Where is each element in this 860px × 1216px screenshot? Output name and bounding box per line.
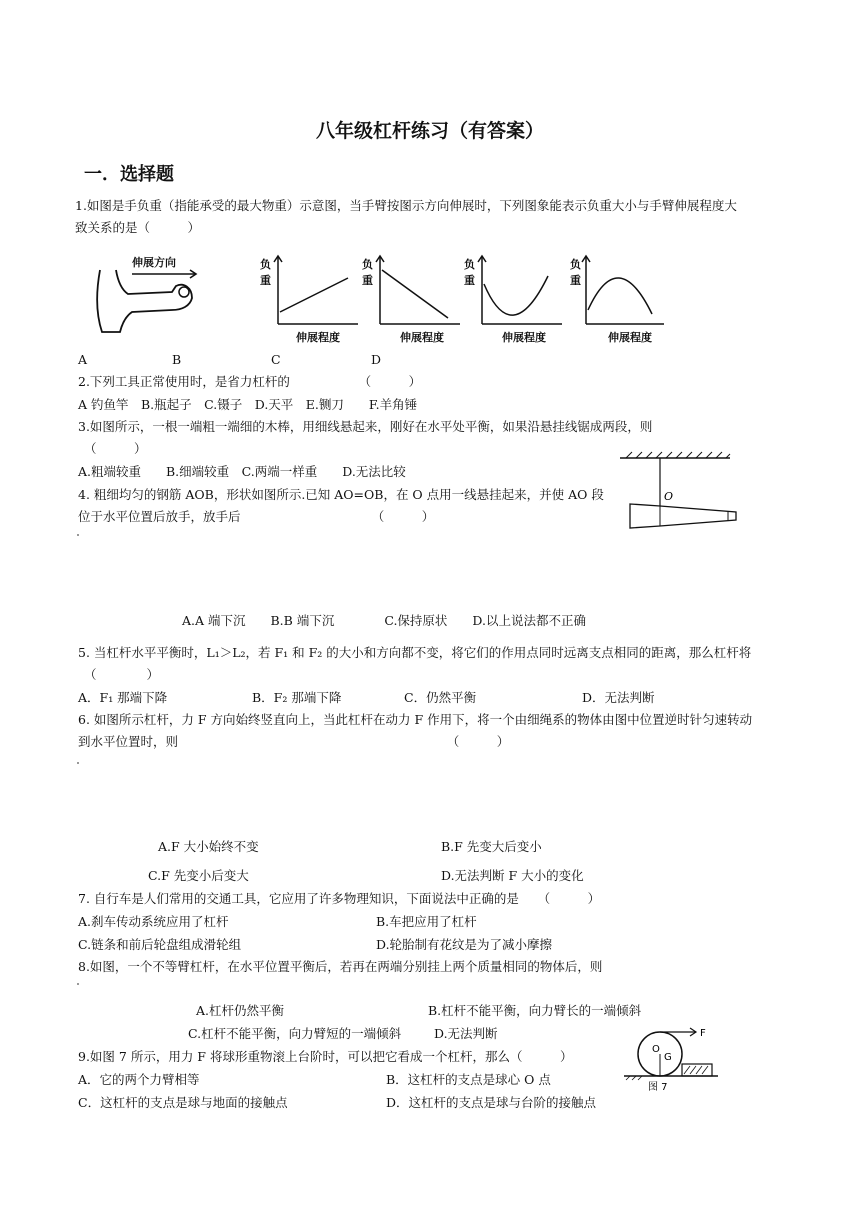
q3-stick-figure	[618, 450, 743, 535]
graph-d-ylabel-1: 负	[570, 258, 581, 271]
q1-arm-figure	[92, 252, 212, 342]
q8-figure-placeholder	[77, 983, 79, 985]
graph-b-xlabel: 伸展程度	[400, 331, 444, 344]
q5-stem-line2: （ ）	[84, 667, 160, 682]
q1-option-b: B	[172, 352, 182, 367]
q6-option-b: B.F 先变大后变小	[441, 839, 542, 854]
q1-graph-d	[564, 252, 669, 344]
q1-option-a: A	[78, 352, 88, 367]
q7-option-a: A.刹车传动系统应用了杠杆	[78, 914, 229, 929]
q1-stem-line2: 致关系的是（ ）	[75, 220, 201, 235]
q9-center-label: O	[652, 1044, 660, 1055]
q9-option-d: D．这杠杆的支点是球与台阶的接触点	[386, 1095, 597, 1110]
q1-graph-c	[462, 252, 567, 344]
graph-b-ylabel-2: 重	[362, 274, 373, 287]
q3-options: A.粗端较重 B.细端较重 C.两端一样重 D.无法比较	[78, 464, 406, 479]
q7-option-c: C.链条和前后轮盘组成滑轮组	[78, 937, 242, 952]
q6-option-c: C.F 先变小后变大	[148, 868, 249, 883]
q9-option-a: A．它的两个力臂相等	[78, 1072, 200, 1087]
q2-stem: 2.下列工具正常使用时，是省力杠杆的 （ ）	[78, 374, 422, 389]
q5-option-b: B．F₂ 那端下降	[252, 690, 342, 705]
page-title: 八年级杠杆练习（有答案）	[315, 120, 544, 142]
q1-graph-a	[258, 252, 363, 344]
q5-option-c: C．仍然平衡	[404, 690, 477, 705]
graph-a-ylabel-2: 重	[260, 274, 271, 287]
q4-stem-line2: 位于水平位置后放手，放手后 （ ）	[78, 509, 435, 524]
q5-option-d: D．无法判断	[582, 690, 655, 705]
q1-graph-b	[360, 252, 465, 344]
q3-stem-line1: 3.如图所示，一根一端粗一端细的木棒，用细线悬起来，刚好在水平处平衡，如果沿悬挂线锯成两段，则	[78, 419, 653, 434]
graph-a-ylabel-1: 负	[260, 258, 271, 271]
graph-b-ylabel-1: 负	[362, 258, 373, 271]
arm-direction-label: 伸展方向	[132, 256, 176, 269]
q9-gravity-label: G	[664, 1052, 672, 1063]
q8-stem: 8.如图，一个不等臂杠杆，在水平位置平衡后，若再在两端分别挂上两个质量相同的物体后，则	[78, 959, 603, 974]
q3-pivot-label: O	[664, 490, 674, 503]
q4-options: A.A 端下沉 B.B 端下沉 C.保持原状 D.以上说法都不正确	[182, 613, 586, 628]
q6-stem-line1: 6. 如图所示杠杆，力 F 方向始终竖直向上，当此杠杆在动力 F 作用下，将一个由细绳系的物体由图中位置逆时针匀速转动	[78, 712, 753, 727]
graph-a-xlabel: 伸展程度	[296, 331, 340, 344]
q8-option-d: D.无法判断	[434, 1026, 498, 1041]
q6-option-a: A.F 大小始终不变	[158, 839, 259, 854]
q5-stem-line1: 5. 当杠杆水平平衡时，L₁＞L₂，若 F₁ 和 F₂ 的大小和方向都不变，将它们的作用点同时远离支点相同的距离，那么杠杆将	[78, 645, 752, 660]
section-heading: 一．选择题	[84, 164, 174, 185]
q5-option-a: A．F₁ 那端下降	[78, 690, 168, 705]
q8-option-c: C.杠杆不能平衡，向力臂短的一端倾斜	[188, 1026, 402, 1041]
graph-d-ylabel-2: 重	[570, 274, 581, 287]
graph-c-xlabel: 伸展程度	[502, 331, 546, 344]
q3-stem-line2: （ ）	[84, 441, 147, 456]
graph-c-ylabel-1: 负	[464, 258, 475, 271]
q1-option-d: D	[371, 352, 382, 367]
q4-stem-line1: 4. 粗细均匀的钢筋 AOB，形状如图所示.已知 AO=OB，在 O 点用一线悬挂起来，并使 AO 段	[78, 487, 604, 502]
q6-option-d: D.无法判断 F 大小的变化	[441, 868, 584, 883]
q9-force-label: F	[700, 1028, 706, 1039]
q9-option-c: C．这杠杆的支点是球与地面的接触点	[78, 1095, 288, 1110]
q9-option-b: B．这杠杆的支点是球心 O 点	[386, 1072, 551, 1087]
q8-option-a: A.杠杆仍然平衡	[196, 1003, 285, 1018]
q4-figure-placeholder	[77, 534, 79, 536]
q7-option-b: B.车把应用了杠杆	[376, 914, 477, 929]
q7-option-d: D.轮胎制有花纹是为了减小摩擦	[376, 937, 553, 952]
q9-stem: 9.如图 7 所示，用力 F 将球形重物滚上台阶时，可以把它看成一个杠杆，那么（ ）	[78, 1049, 573, 1064]
q9-figure-caption: 图 7	[648, 1082, 668, 1093]
q1-option-c: C	[271, 352, 281, 367]
q8-option-b: B.杠杆不能平衡，向力臂长的一端倾斜	[428, 1003, 642, 1018]
q7-stem: 7. 自行车是人们常用的交通工具，它应用了许多物理知识，下面说法中正确的是 （ ）	[78, 891, 601, 906]
q6-stem-line2: 到水平位置时，则 （ ）	[78, 734, 510, 749]
q1-stem-line1: 1.如图是手负重（指能承受的最大物重）示意图，当手臂按图示方向伸展时，下列图象能表示负重大小与手臂伸展程度大	[75, 198, 737, 213]
graph-c-ylabel-2: 重	[464, 274, 475, 287]
q6-figure-placeholder	[77, 762, 79, 764]
q9-ball-step-figure	[622, 1026, 722, 1094]
q2-options: A 钓鱼竿 B.瓶起子 C.镊子 D.天平 E.铡刀 F.羊角锤	[78, 397, 418, 412]
graph-d-xlabel: 伸展程度	[608, 331, 652, 344]
